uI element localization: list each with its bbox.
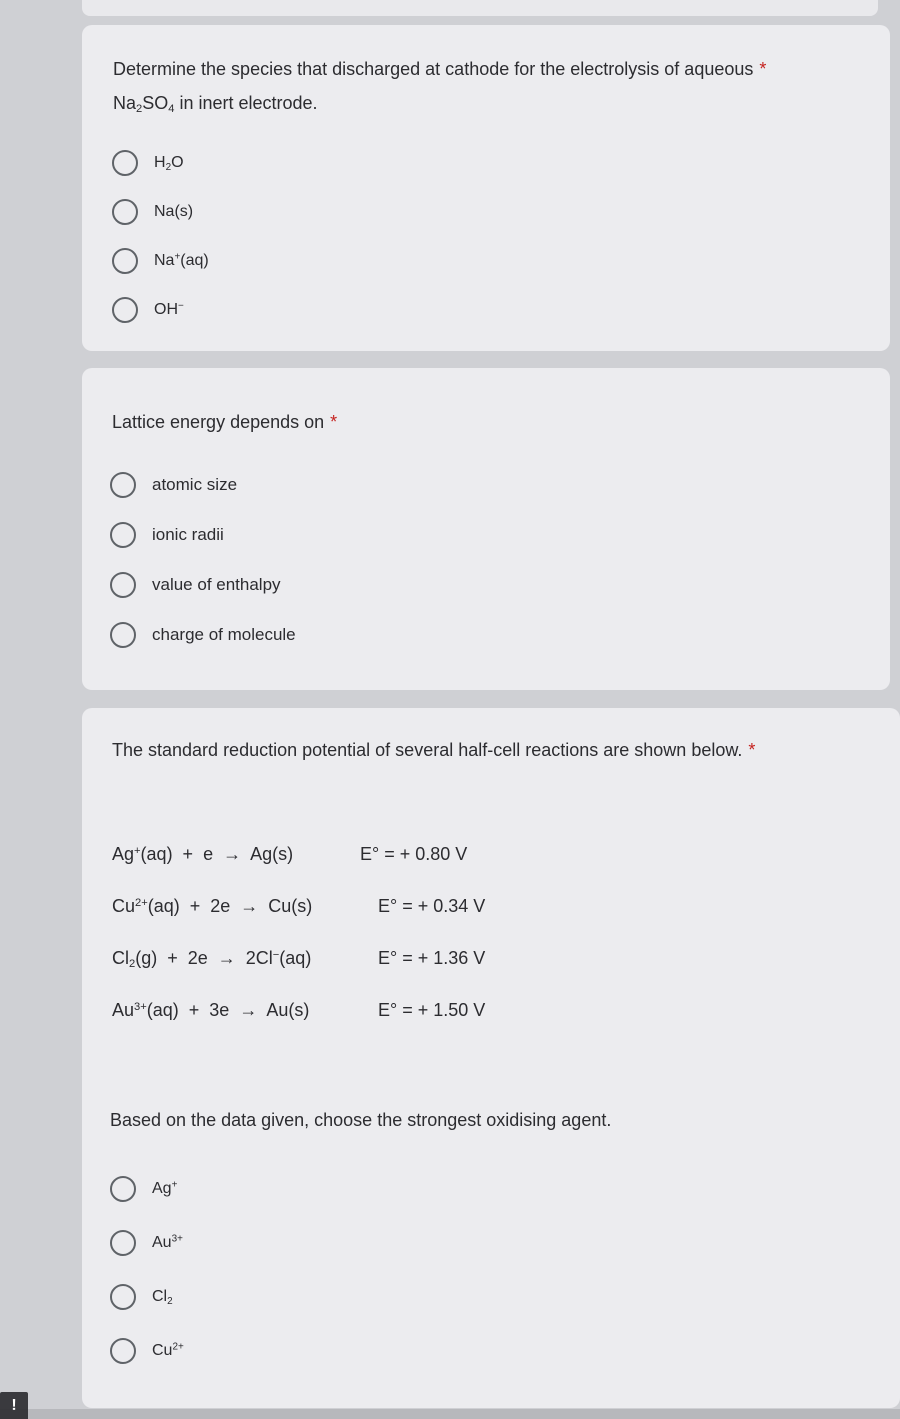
option-cl2[interactable]	[110, 1284, 173, 1310]
option-label: Na(s)	[154, 203, 194, 220]
option-h2o[interactable]	[112, 150, 184, 176]
radio-button[interactable]	[110, 1230, 136, 1256]
reaction-silver: Ag+(aq) + e → Ag(s)	[112, 844, 294, 864]
question-2-title: Lattice energy depends on *	[112, 412, 338, 432]
option-label: Ag+	[152, 1179, 178, 1197]
question-3-prompt: Based on the data given, choose the strongest oxidising agent.	[110, 1110, 612, 1130]
option-cu-ion[interactable]	[110, 1338, 184, 1364]
radio-button[interactable]	[110, 1284, 136, 1310]
option-atomic-size[interactable]	[110, 472, 237, 498]
option-ionic-radii[interactable]	[110, 522, 224, 548]
radio-button[interactable]	[110, 1176, 136, 1202]
radio-button[interactable]	[112, 248, 138, 274]
option-label: $Cu^{2+}$	[152, 1341, 184, 1359]
option-ag-ion[interactable]	[110, 1176, 177, 1202]
radio-button[interactable]	[110, 622, 136, 648]
potential-gold: E° = + 1.50 V	[378, 1000, 486, 1020]
radio-button[interactable]	[110, 522, 136, 548]
potential-copper: E° = + 0.34 V	[378, 896, 486, 916]
question-3-title: The standard reduction potential of several half-cell reactions are shown below. *	[112, 740, 756, 760]
radio-button[interactable]	[112, 297, 138, 323]
previous-card-bottom	[82, 0, 878, 16]
option-label: atomic size	[152, 475, 238, 494]
option-label: ionic radii	[152, 525, 224, 544]
radio-button[interactable]	[110, 472, 136, 498]
potential-chlorine: E° = + 1.36 V	[378, 948, 486, 968]
question-1-line-2: $Na_2SO_4$ in inert electrode.	[113, 93, 318, 116]
option-charge[interactable]	[110, 622, 296, 648]
option-na-ion[interactable]	[112, 248, 209, 274]
option-label: Na+(aq)	[154, 251, 209, 269]
option-label: value of enthalpy	[152, 575, 281, 594]
reaction-copper: $Cu^{2+}(aq) + 2e \to Cu(s)$	[112, 896, 313, 916]
required-asterisk: *	[330, 412, 338, 432]
option-na-solid[interactable]	[112, 199, 193, 225]
option-label: $H_2O$	[154, 154, 184, 173]
option-hydroxide[interactable]	[112, 297, 184, 323]
radio-button[interactable]	[110, 572, 136, 598]
radio-button[interactable]	[112, 150, 138, 176]
option-enthalpy[interactable]	[110, 572, 281, 598]
required-asterisk: *	[759, 59, 767, 79]
option-label: $Cl_2$	[152, 1288, 173, 1307]
question-1-text: Determine the species that discharged at cathode for the electrolysis of aqueous	[113, 59, 754, 79]
error-icon: !	[0, 1392, 28, 1419]
question-card-3	[82, 708, 900, 1408]
option-label: charge of molecule	[152, 625, 296, 644]
question-1-line-1	[113, 52, 766, 86]
required-asterisk: *	[748, 740, 756, 760]
reaction-chlorine: $Cl_2(g) + 2e \to 2Cl^-(aq)$	[112, 948, 312, 971]
potential-silver: E° = + 0.80 V	[360, 844, 468, 864]
radio-button[interactable]	[110, 1338, 136, 1364]
radio-button[interactable]	[112, 199, 138, 225]
reaction-gold: $Au^{3+}(aq) + 3e \to Au(s)$	[112, 1000, 310, 1020]
option-label: $Au^{3+}$	[152, 1233, 183, 1251]
option-au-ion[interactable]	[110, 1230, 183, 1256]
option-label: OH−	[154, 300, 184, 318]
bottom-edge	[0, 1409, 900, 1419]
